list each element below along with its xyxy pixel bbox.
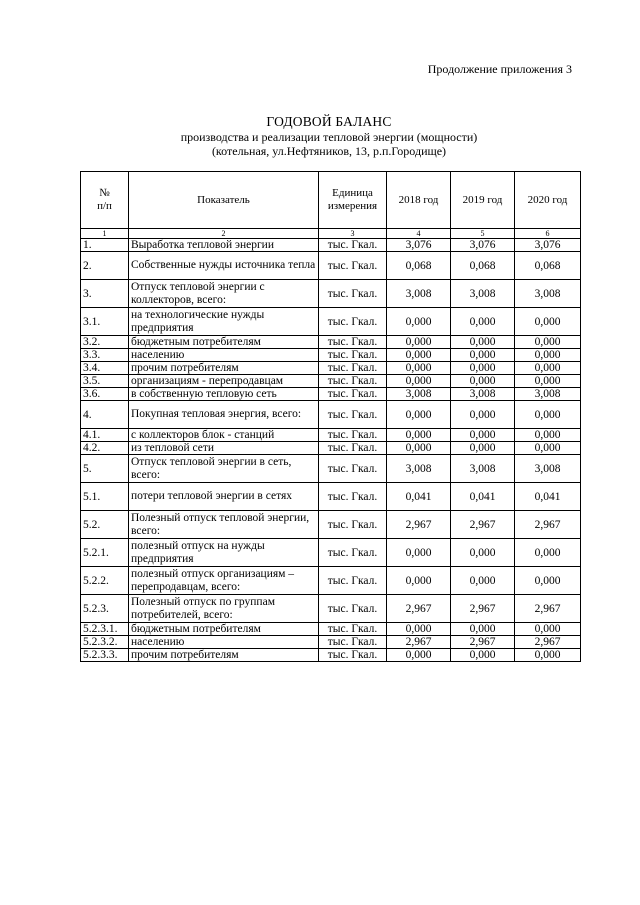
row-indicator: Выработка тепловой энергии [129,239,319,252]
value-2019: 0,000 [451,539,515,567]
row-number: 3.4. [81,362,129,375]
table-row [81,539,581,567]
value-2018: 3,008 [387,280,451,308]
column-header: 2019 год [451,172,515,229]
value-2019: 2,967 [451,595,515,623]
row-indicator: из тепловой сети [129,442,319,455]
value-2018: 0,000 [387,623,451,636]
value-2019: 0,000 [451,442,515,455]
row-unit: тыс. Гкал. [319,649,387,662]
value-2019: 0,000 [451,349,515,362]
value-2019: 0,068 [451,252,515,280]
title-main: ГОДОВОЙ БАЛАНС [266,114,392,129]
table-row [81,375,581,388]
value-2019: 3,076 [451,239,515,252]
value-2020: 0,000 [515,375,581,388]
value-2018: 0,000 [387,362,451,375]
row-unit: тыс. Гкал. [319,455,387,483]
row-unit: тыс. Гкал. [319,636,387,649]
value-2018: 0,041 [387,483,451,511]
value-2020: 2,967 [515,595,581,623]
table-row [81,349,581,362]
row-unit: тыс. Гкал. [319,252,387,280]
row-number: 5. [81,455,129,483]
table-row [81,567,581,595]
value-2018: 0,000 [387,567,451,595]
value-2018: 0,000 [387,539,451,567]
value-2018: 0,000 [387,442,451,455]
column-header: № п/п [81,172,129,229]
row-unit: тыс. Гкал. [319,567,387,595]
value-2020: 0,000 [515,649,581,662]
value-2019: 0,000 [451,308,515,336]
column-index: 6 [515,229,581,239]
row-indicator: организациям - перепродавцам [129,375,319,388]
value-2018: 3,076 [387,239,451,252]
value-2018: 0,000 [387,649,451,662]
value-2019: 0,000 [451,401,515,429]
row-number: 5.2. [81,511,129,539]
column-header: Единица измерения [319,172,387,229]
row-unit: тыс. Гкал. [319,595,387,623]
value-2020: 0,000 [515,567,581,595]
row-indicator: населению [129,349,319,362]
table-row [81,252,581,280]
value-2020: 0,000 [515,308,581,336]
title-subtitle: производства и реализации тепловой энергии (мощности) [180,130,478,144]
row-unit: тыс. Гкал. [319,349,387,362]
row-number: 3.5. [81,375,129,388]
table-row [81,636,581,649]
table-row [81,483,581,511]
value-2019: 2,967 [451,636,515,649]
row-indicator: Собственные нужды источника тепла [129,252,319,280]
value-2018: 2,967 [387,511,451,539]
row-indicator: с коллекторов блок - станций [129,429,319,442]
row-number: 3.2. [81,336,129,349]
value-2019: 0,000 [451,336,515,349]
table-row [81,239,581,252]
value-2018: 0,068 [387,252,451,280]
table-row [81,511,581,539]
column-header: 2020 год [515,172,581,229]
table-row [81,308,581,336]
row-unit: тыс. Гкал. [319,280,387,308]
row-unit: тыс. Гкал. [319,388,387,401]
row-indicator: населению [129,636,319,649]
value-2018: 3,008 [387,388,451,401]
value-2018: 0,000 [387,429,451,442]
row-number: 4. [81,401,129,429]
column-index-row [81,229,581,239]
value-2018: 0,000 [387,401,451,429]
row-indicator: прочим потребителям [129,362,319,375]
row-number: 5.2.3.1. [81,623,129,636]
row-unit: тыс. Гкал. [319,623,387,636]
row-unit: тыс. Гкал. [319,483,387,511]
row-number: 5.2.3.3. [81,649,129,662]
value-2018: 0,000 [387,349,451,362]
value-2020: 3,008 [515,388,581,401]
table-body [81,239,581,662]
value-2018: 2,967 [387,595,451,623]
row-number: 5.2.3.2. [81,636,129,649]
row-unit: тыс. Гкал. [319,362,387,375]
value-2018: 0,000 [387,375,451,388]
value-2020: 0,000 [515,336,581,349]
value-2020: 0,000 [515,349,581,362]
value-2019: 0,000 [451,567,515,595]
row-indicator: бюджетным потребителям [129,623,319,636]
value-2020: 0,000 [515,623,581,636]
row-indicator: Полезный отпуск тепловой энергии, всего: [129,511,319,539]
row-unit: тыс. Гкал. [319,239,387,252]
appendix-note: Продолжение приложения 3 [427,62,572,76]
table-row [81,401,581,429]
column-index: 4 [387,229,451,239]
column-index: 1 [81,229,129,239]
balance-table [80,171,581,662]
row-unit: тыс. Гкал. [319,401,387,429]
value-2020: 3,076 [515,239,581,252]
row-indicator: бюджетным потребителям [129,336,319,349]
row-number: 5.1. [81,483,129,511]
table-row [81,442,581,455]
title-location: (котельная, ул.Нефтяников, 13, р.п.Городище) [211,144,447,158]
value-2020: 0,068 [515,252,581,280]
value-2019: 0,000 [451,362,515,375]
table-row [81,649,581,662]
row-unit: тыс. Гкал. [319,375,387,388]
row-number: 4.2. [81,442,129,455]
value-2019: 0,041 [451,483,515,511]
row-indicator: на технологические нужды предприятия [129,308,319,336]
value-2020: 0,000 [515,401,581,429]
value-2020: 3,008 [515,455,581,483]
row-unit: тыс. Гкал. [319,336,387,349]
table-header-row [81,172,581,229]
column-index: 5 [451,229,515,239]
row-indicator: в собственную тепловую сеть [129,388,319,401]
row-indicator: полезный отпуск на нужды предприятия [129,539,319,567]
value-2019: 3,008 [451,455,515,483]
value-2020: 0,000 [515,539,581,567]
value-2019: 3,008 [451,388,515,401]
row-unit: тыс. Гкал. [319,511,387,539]
table-row [81,280,581,308]
row-number: 3.6. [81,388,129,401]
row-unit: тыс. Гкал. [319,308,387,336]
value-2019: 2,967 [451,511,515,539]
table-row [81,336,581,349]
row-number: 5.2.1. [81,539,129,567]
value-2019: 0,000 [451,375,515,388]
value-2020: 0,000 [515,362,581,375]
row-number: 4.1. [81,429,129,442]
column-header: 2018 год [387,172,451,229]
value-2020: 0,041 [515,483,581,511]
value-2020: 2,967 [515,636,581,649]
value-2020: 2,967 [515,511,581,539]
row-indicator: полезный отпуск организациям – перепродавцам, всего: [129,567,319,595]
row-number: 2. [81,252,129,280]
row-indicator: Покупная тепловая энергия, всего: [129,401,319,429]
value-2018: 0,000 [387,336,451,349]
table-row [81,455,581,483]
column-index: 3 [319,229,387,239]
table-row [81,623,581,636]
row-indicator: Полезный отпуск по группам потребителей, всего: [129,595,319,623]
row-number: 3. [81,280,129,308]
row-number: 1. [81,239,129,252]
row-number: 3.1. [81,308,129,336]
value-2019: 0,000 [451,623,515,636]
value-2018: 0,000 [387,308,451,336]
value-2019: 0,000 [451,649,515,662]
column-index: 2 [129,229,319,239]
row-unit: тыс. Гкал. [319,539,387,567]
row-indicator: Отпуск тепловой энергии с коллекторов, всего: [129,280,319,308]
value-2020: 0,000 [515,442,581,455]
value-2019: 0,000 [451,429,515,442]
row-indicator: Отпуск тепловой энергии в сеть, всего: [129,455,319,483]
row-indicator: потери тепловой энергии в сетях [129,483,319,511]
value-2018: 3,008 [387,455,451,483]
value-2019: 3,008 [451,280,515,308]
value-2020: 0,000 [515,429,581,442]
value-2020: 3,008 [515,280,581,308]
value-2018: 2,967 [387,636,451,649]
row-indicator: прочим потребителям [129,649,319,662]
row-number: 3.3. [81,349,129,362]
document-title [0,114,640,158]
row-unit: тыс. Гкал. [319,429,387,442]
table-row [81,362,581,375]
column-header: Показатель [129,172,319,229]
row-unit: тыс. Гкал. [319,442,387,455]
table-row [81,388,581,401]
table-row [81,595,581,623]
table-row [81,429,581,442]
row-number: 5.2.3. [81,595,129,623]
row-number: 5.2.2. [81,567,129,595]
